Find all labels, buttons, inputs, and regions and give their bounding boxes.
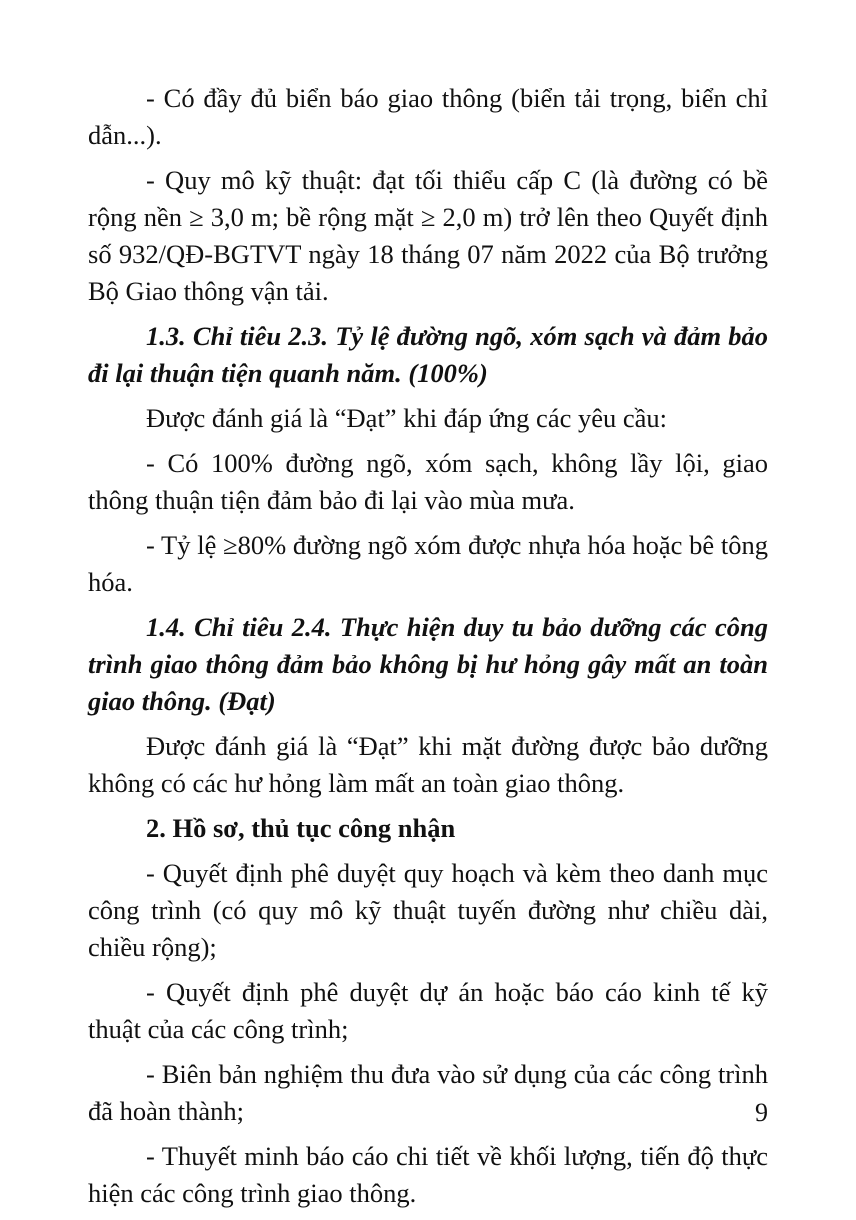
- paragraph-acceptance-minutes: - Biên bản nghiệm thu đưa vào sử dụng của các công trình đã hoàn thành;: [88, 1059, 768, 1126]
- paragraph-planning-decision: - Quyết định phê duyệt quy hoạch và kèm theo danh mục công trình (có quy mô kỹ thuật tuyến đường như chiều dài, chiều rộng);: [88, 858, 768, 962]
- paragraph-technical-scale: - Quy mô kỹ thuật: đạt tối thiểu cấp C (là đường có bề rộng nền ≥ 3,0 m; bề rộng mặt ≥ 2,0 m) trở lên theo Quyết định số 932/QĐ-BGTVT ngày 18 tháng 07 năm 2022 của Bộ trưởng Bộ Giao thông vận tải.: [88, 165, 768, 306]
- heading-criterion-2-4: 1.4. Chỉ tiêu 2.4. Thực hiện duy tu bảo dưỡng các công trình giao thông đảm bảo không bị hư hỏng gây mất an toàn giao thông. (Đạt): [88, 612, 768, 716]
- heading-criterion-2-3: 1.3. Chỉ tiêu 2.3. Tỷ lệ đường ngõ, xóm sạch và đảm bảo đi lại thuận tiện quanh năm. (100%): [88, 321, 768, 388]
- paragraph-evaluation-intro: Được đánh giá là “Đạt” khi đáp ứng các yêu cầu:: [146, 403, 667, 433]
- paragraph-clean-alleys: - Có 100% đường ngõ, xóm sạch, không lầy lội, giao thông thuận tiện đảm bảo đi lại vào mùa mưa.: [88, 448, 768, 515]
- page-body: [88, 80, 768, 1220]
- page-number: 9: [755, 1098, 768, 1127]
- paragraph-maintenance-evaluation: Được đánh giá là “Đạt” khi mặt đường được bảo dưỡng không có các hư hỏng làm mất an toàn giao thông.: [88, 731, 768, 798]
- paragraph-detailed-report: - Thuyết minh báo cáo chi tiết về khối lượng, tiến độ thực hiện các công trình giao thông.: [88, 1141, 768, 1208]
- heading-recognition-procedures: 2. Hồ sơ, thủ tục công nhận: [146, 813, 456, 843]
- paragraph-paved-ratio: - Tỷ lệ ≥80% đường ngõ xóm được nhựa hóa hoặc bê tông hóa.: [88, 530, 768, 597]
- paragraph-traffic-signs: - Có đầy đủ biển báo giao thông (biển tải trọng, biển chỉ dẫn...).: [88, 83, 768, 150]
- paragraph-project-approval: - Quyết định phê duyệt dự án hoặc báo cáo kinh tế kỹ thuật của các công trình;: [88, 977, 768, 1044]
